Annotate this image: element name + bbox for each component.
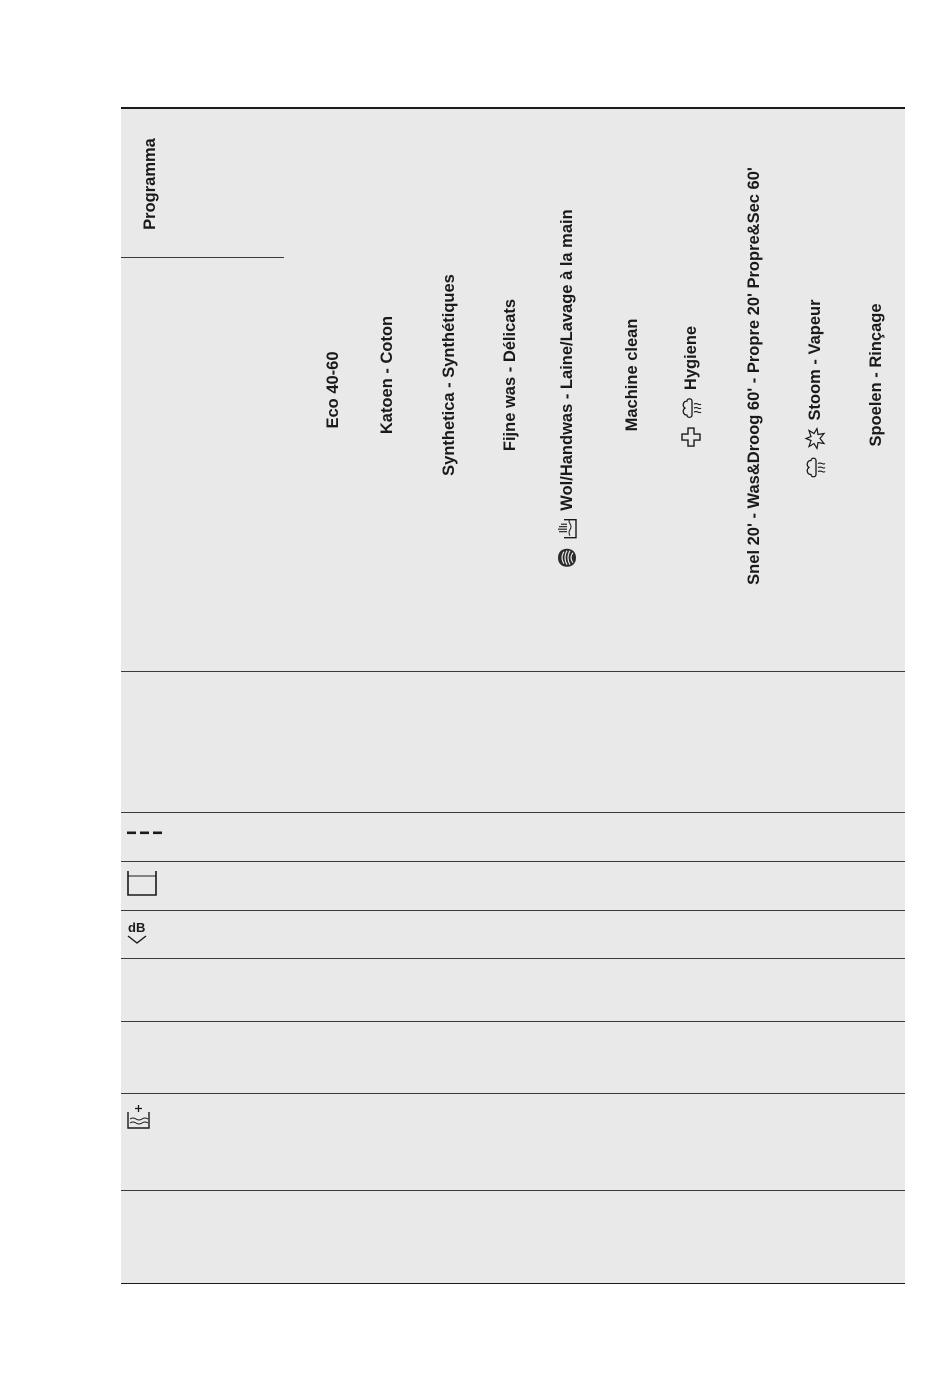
handwash-icon [556, 518, 578, 540]
program-label: Stoom - Vapeur [806, 299, 824, 421]
row-divider [121, 812, 905, 813]
row-divider [121, 671, 905, 672]
program-stoom [804, 299, 826, 478]
row-divider [121, 910, 905, 911]
row-divider [121, 1093, 905, 1094]
program-wol-handwas [556, 209, 578, 568]
row-divider [121, 1190, 905, 1191]
table-bottom-rule [121, 1283, 905, 1284]
program-hygiene [680, 326, 702, 448]
row-divider [121, 861, 905, 862]
program-eco [323, 351, 343, 428]
program-spoelen [866, 303, 886, 446]
hygiene-cross-icon [680, 426, 702, 448]
program-header-label: Programma [141, 138, 159, 230]
stain-icon [804, 428, 826, 450]
dashes-icon [127, 830, 163, 836]
program-synthetica [439, 274, 459, 476]
row-divider [121, 958, 905, 959]
table-background [121, 109, 905, 1284]
row-divider [121, 1021, 905, 1022]
wool-icon [556, 547, 578, 569]
prewash-icon [126, 870, 158, 896]
steam-icon [804, 457, 826, 479]
program-fijne-was [500, 299, 520, 451]
program-label: Hygiene [682, 325, 700, 391]
program-machine-clean [622, 319, 642, 432]
steam-icon [680, 397, 702, 419]
quiet-db-icon [126, 919, 150, 947]
table-top-rule [121, 107, 905, 109]
extra-rinse-icon [127, 1104, 151, 1130]
header-divider [121, 257, 284, 258]
program-header [140, 138, 160, 230]
svg-text:dB: dB [128, 920, 146, 935]
program-label: Spoelen - Rinçage [867, 303, 885, 447]
program-label: Wol/Handwas - Laine/Lavage à la main [558, 209, 576, 511]
program-label: Synthetica - Synthétiques [440, 274, 458, 476]
program-label: Fijne was - Délicats [501, 298, 519, 452]
program-label: Katoen - Coton [378, 315, 396, 435]
program-label: Eco 40-60 [324, 351, 342, 429]
program-label: Snel 20' - Was&Droog 60' - Propre 20' Propre&Sec 60' [745, 167, 763, 585]
program-katoen [377, 316, 397, 434]
program-snel [744, 167, 764, 585]
program-label: Machine clean [623, 318, 641, 432]
